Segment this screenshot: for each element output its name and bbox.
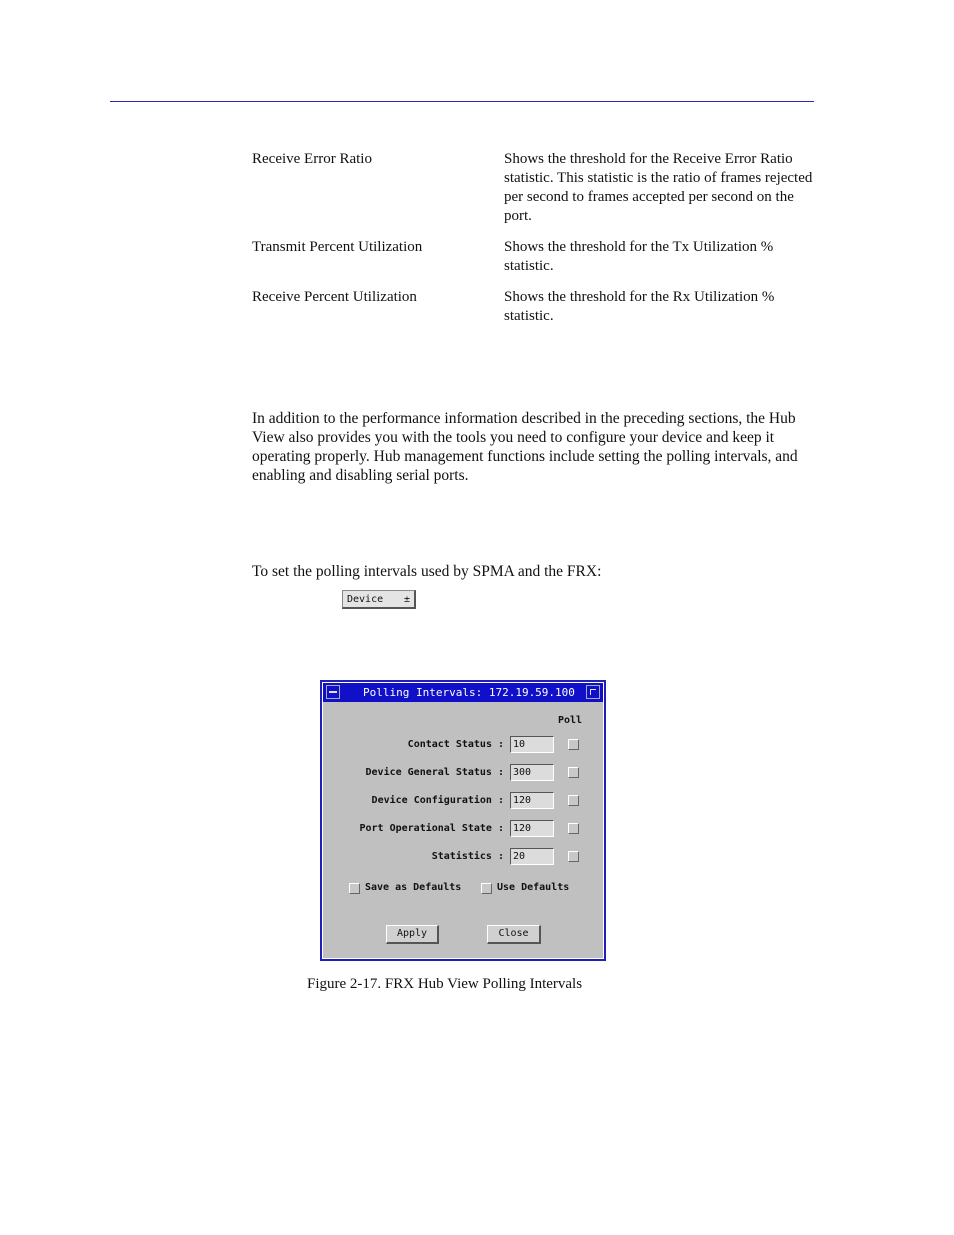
field-label: Contact Status : <box>407 739 504 750</box>
definition-term: Transmit Percent Utilization <box>252 239 423 255</box>
device-configuration-poll-checkbox[interactable] <box>568 795 579 806</box>
figure-caption: Figure 2-17. FRX Hub View Polling Intervals <box>307 976 583 992</box>
port-operational-state-input[interactable]: 120 <box>510 820 554 837</box>
window-menu-icon[interactable] <box>326 685 340 699</box>
device-configuration-input[interactable]: 120 <box>510 792 554 809</box>
field-row-port-operational-state <box>322 820 604 838</box>
field-row-contact-status <box>322 736 604 754</box>
definition-row <box>252 238 817 276</box>
poll-column-header: Poll <box>558 715 583 726</box>
device-button-label: Device <box>347 594 384 605</box>
save-as-defaults-checkbox[interactable] <box>349 883 360 894</box>
contact-status-poll-checkbox[interactable] <box>568 739 579 750</box>
header-rule <box>110 101 814 102</box>
use-defaults-label: Use Defaults <box>497 882 570 893</box>
definition-row <box>252 150 817 226</box>
field-row-device-configuration <box>322 792 604 810</box>
intro-paragraph: In addition to the performance information described in the preceding sections, the Hub View also provides you with the tools you need to configure your device and keep it operating properly. Hub management functions include setting the polling intervals, and enabling and disabling serial ports. <box>252 410 798 484</box>
device-general-status-poll-checkbox[interactable] <box>568 767 579 778</box>
statistics-poll-checkbox[interactable] <box>568 851 579 862</box>
field-label: Device Configuration : <box>371 795 504 806</box>
maximize-icon[interactable] <box>586 685 600 699</box>
dialog-titlebar[interactable] <box>323 683 603 702</box>
field-label: Port Operational State : <box>359 823 504 834</box>
close-button[interactable]: Close <box>487 925 541 944</box>
updown-arrow-icon: ± <box>403 594 410 605</box>
instruction-text: To set the polling intervals used by SPMA and the FRX: <box>252 563 602 580</box>
definition-description: Shows the threshold for the Rx Utilization % statistic. <box>504 289 775 324</box>
save-as-defaults-label: Save as Defaults <box>365 882 462 893</box>
definition-table <box>252 150 817 338</box>
definition-row <box>252 288 817 326</box>
field-row-statistics <box>322 848 604 866</box>
use-defaults-checkbox[interactable] <box>481 883 492 894</box>
device-menu-button[interactable] <box>342 590 416 609</box>
dialog-title: Polling Intervals: 172.19.59.100 <box>363 686 575 699</box>
contact-status-input[interactable]: 10 <box>510 736 554 753</box>
field-row-device-general-status <box>322 764 604 782</box>
definition-description: Shows the threshold for the Tx Utilization % statistic. <box>504 239 774 274</box>
definition-term: Receive Error Ratio <box>252 151 372 167</box>
device-general-status-input[interactable]: 300 <box>510 764 554 781</box>
field-label: Statistics : <box>431 851 504 862</box>
statistics-input[interactable]: 20 <box>510 848 554 865</box>
definition-term: Receive Percent Utilization <box>252 289 417 305</box>
polling-intervals-dialog <box>320 680 606 961</box>
definition-description: Shows the threshold for the Receive Error Ratio statistic. This statistic is the ratio of frames rejected per second to frames accepted per second on the port. <box>504 151 813 224</box>
apply-button[interactable]: Apply <box>386 925 439 944</box>
port-operational-state-poll-checkbox[interactable] <box>568 823 579 834</box>
field-label: Device General Status : <box>365 767 504 778</box>
